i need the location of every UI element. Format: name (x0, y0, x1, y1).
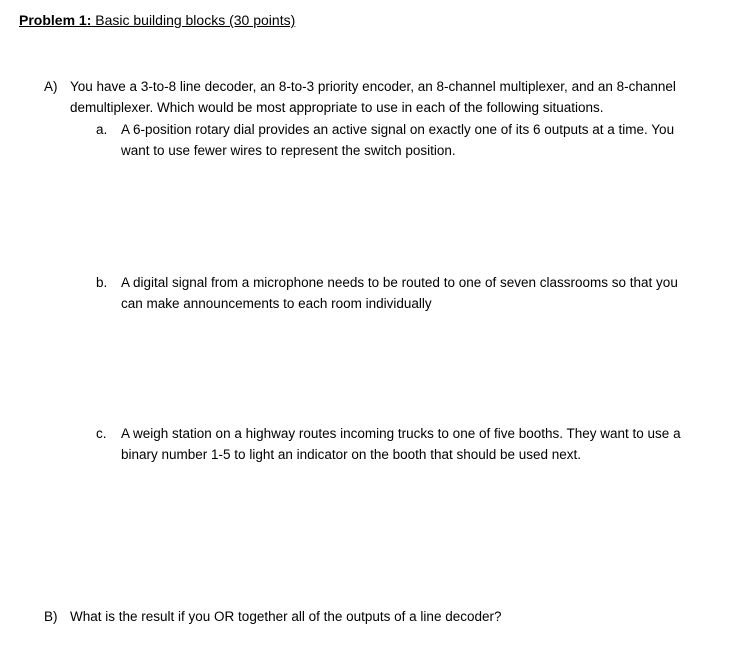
item-b-line-2: can make announcements to each room individually (121, 296, 432, 311)
item-a-line-2: want to use fewer wires to represent the switch position. (121, 143, 456, 158)
problem-title-text: Basic building blocks (30 points) (91, 12, 296, 28)
part-a-question (70, 76, 676, 118)
item-c-line-1: A weigh station on a highway routes incoming trucks to one of five booths. They want to use a (121, 426, 681, 441)
item-c-label: c. (96, 426, 107, 441)
item-c-question (121, 423, 681, 465)
item-b-question (121, 272, 678, 314)
part-b-label: B) (44, 609, 58, 624)
item-b-line-1: A digital signal from a microphone needs to be routed to one of seven classrooms so that you (121, 275, 678, 290)
part-b-question: What is the result if you OR together all of the outputs of a line decoder? (70, 609, 502, 624)
item-c-line-2: binary number 1-5 to light an indicator on the booth that should be used next. (121, 447, 582, 462)
item-a-question (121, 119, 674, 161)
part-a-line-1: You have a 3-to-8 line decoder, an 8-to-3 priority encoder, an 8-channel multiplexer, and an 8-channel (70, 79, 676, 94)
part-a-line-2: demultiplexer. Which would be most appropriate to use in each of the following situations. (70, 100, 604, 115)
item-b-label: b. (96, 275, 108, 290)
item-a-label: a. (96, 122, 108, 137)
item-a-line-1: A 6-position rotary dial provides an active signal on exactly one of its 6 outputs at a time. You (121, 122, 675, 137)
problem-title (19, 12, 295, 28)
part-a-label: A) (44, 79, 58, 94)
problem-number: Problem 1: (19, 12, 92, 28)
